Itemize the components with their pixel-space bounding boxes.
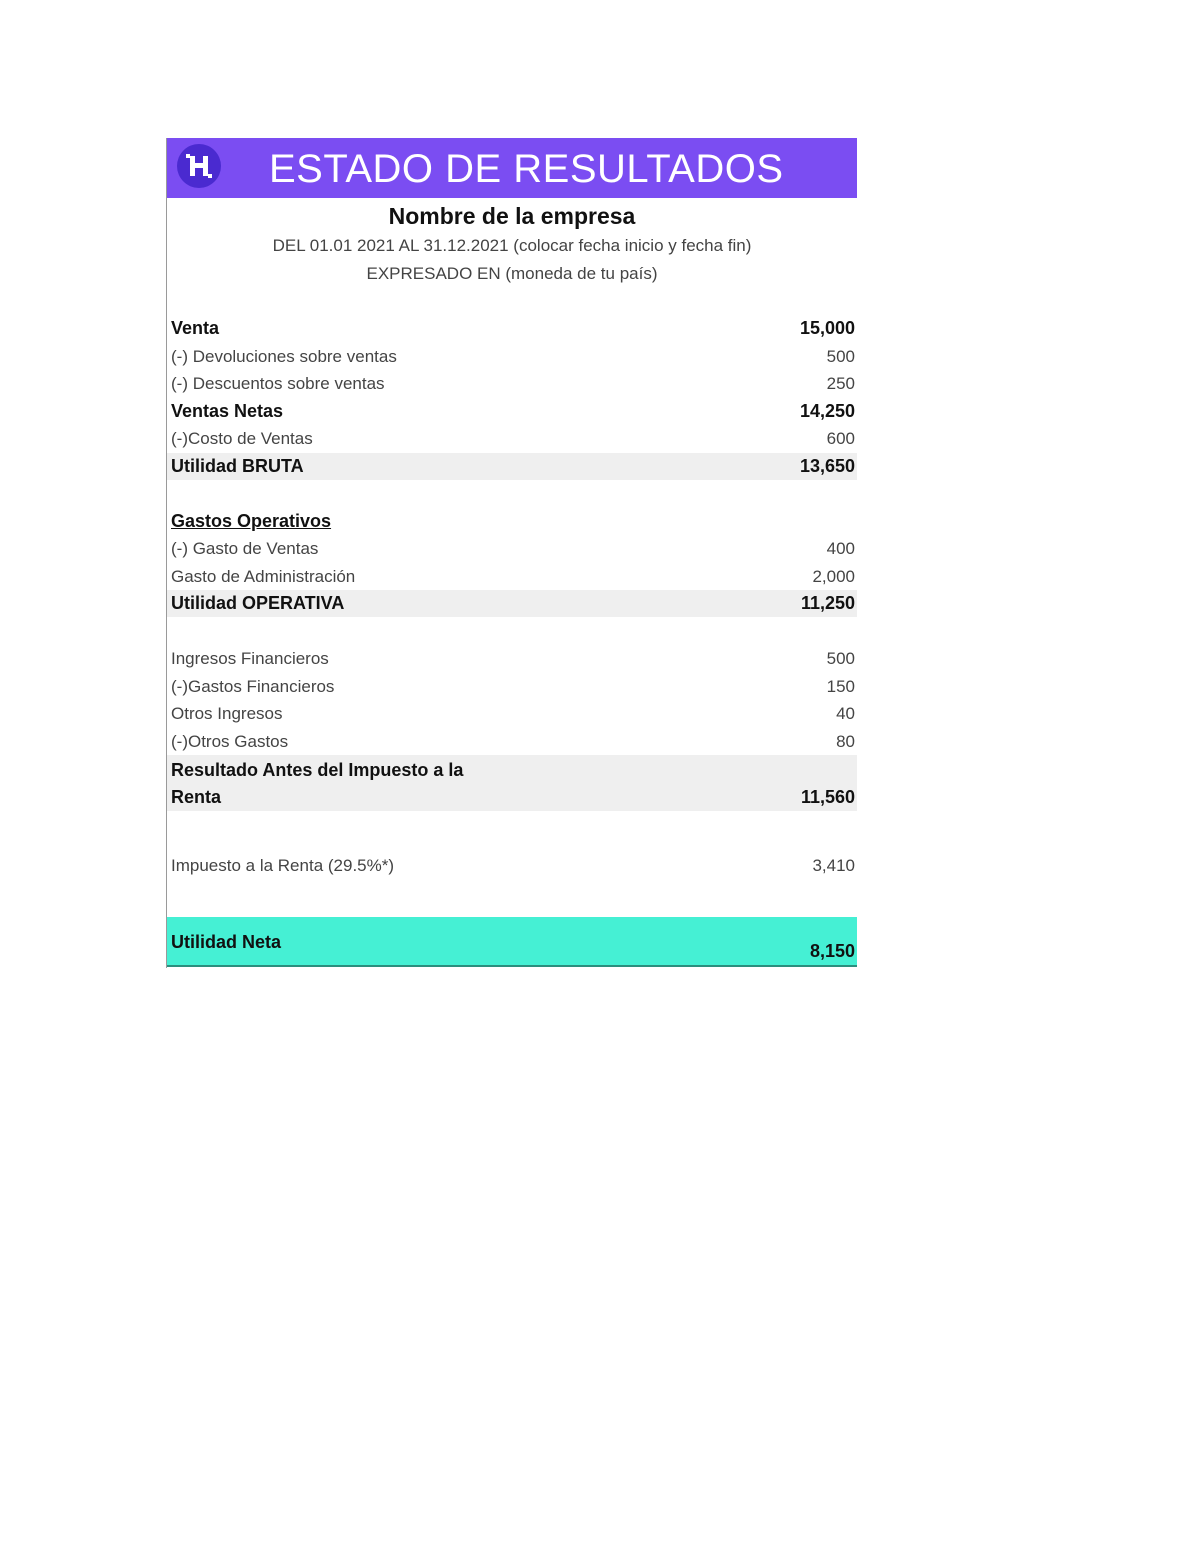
line-label: Otros Ingresos: [171, 704, 283, 723]
logo-icon: [177, 144, 221, 188]
line-value: 3,410: [812, 856, 855, 875]
line-value: 13,650: [799, 456, 855, 476]
period-text: DEL 01.01 2021 AL 31.12.2021 (colocar fecha inicio y fecha fin): [272, 236, 752, 255]
line-label: (-) Devoluciones sobre ventas: [171, 347, 397, 366]
line-otros-gastos: [167, 728, 857, 755]
currency-note: EXPRESADO EN (moneda de tu país): [366, 264, 658, 283]
section-gastos-operativos: [167, 508, 857, 535]
line-label: Venta: [171, 318, 220, 338]
line-value: 40: [836, 704, 855, 723]
line-value: 600: [826, 429, 855, 448]
net-income-label: Utilidad Neta: [171, 932, 282, 952]
line-value: 15,000: [799, 318, 855, 338]
line-otros-ingresos: [167, 700, 857, 727]
line-value: 14,250: [799, 401, 855, 421]
line-label: Ingresos Financieros: [171, 649, 329, 668]
company-name: Nombre de la empresa: [388, 203, 636, 229]
line-label: (-)Gastos Financieros: [171, 677, 335, 696]
net-income-row: [167, 917, 857, 967]
line-label: Impuesto a la Renta (29.5%*): [171, 856, 395, 875]
line-ingresos-financieros: [167, 645, 857, 672]
line-label-continued: Renta: [171, 787, 222, 807]
line-descuentos: [167, 370, 857, 397]
line-label: (-) Gasto de Ventas: [171, 539, 319, 558]
line-label: Resultado Antes del Impuesto a la: [171, 760, 464, 780]
line-label: Gasto de Administración: [171, 567, 356, 586]
line-label: Utilidad BRUTA: [171, 456, 304, 476]
line-label: (-)Costo de Ventas: [171, 429, 313, 448]
line-value: 2,000: [812, 567, 855, 586]
line-costo-ventas: [167, 425, 857, 452]
line-value: 500: [826, 347, 855, 366]
net-income-value: 8,150: [809, 941, 855, 961]
line-label: (-)Otros Gastos: [171, 732, 289, 751]
income-statement-sheet: [166, 138, 856, 968]
page-title: ESTADO DE RESULTADOS: [269, 147, 784, 191]
line-venta: [167, 315, 857, 342]
line-value: 400: [826, 539, 855, 558]
line-utilidad-bruta: [167, 453, 857, 480]
line-ventas-netas: [167, 398, 857, 425]
line-impuesto-renta: [167, 852, 857, 879]
line-value: 500: [826, 649, 855, 668]
line-label: Utilidad OPERATIVA: [171, 593, 345, 613]
line-value: 80: [836, 732, 855, 751]
line-label: (-) Descuentos sobre ventas: [171, 374, 385, 393]
line-devoluciones: [167, 343, 857, 370]
line-value: 11,250: [800, 593, 855, 613]
line-utilidad-operativa: [167, 590, 857, 617]
section-heading: Gastos Operativos: [171, 511, 332, 531]
line-gasto-ventas: [167, 535, 857, 562]
line-gasto-administracion: [167, 563, 857, 590]
line-value: 11,560: [800, 787, 855, 807]
line-gastos-financieros: [167, 673, 857, 700]
line-value: 250: [826, 374, 855, 393]
line-resultado-antes-impuesto: [167, 755, 857, 811]
line-label: Ventas Netas: [171, 401, 284, 421]
line-value: 150: [826, 677, 855, 696]
header-bar: [167, 138, 857, 198]
